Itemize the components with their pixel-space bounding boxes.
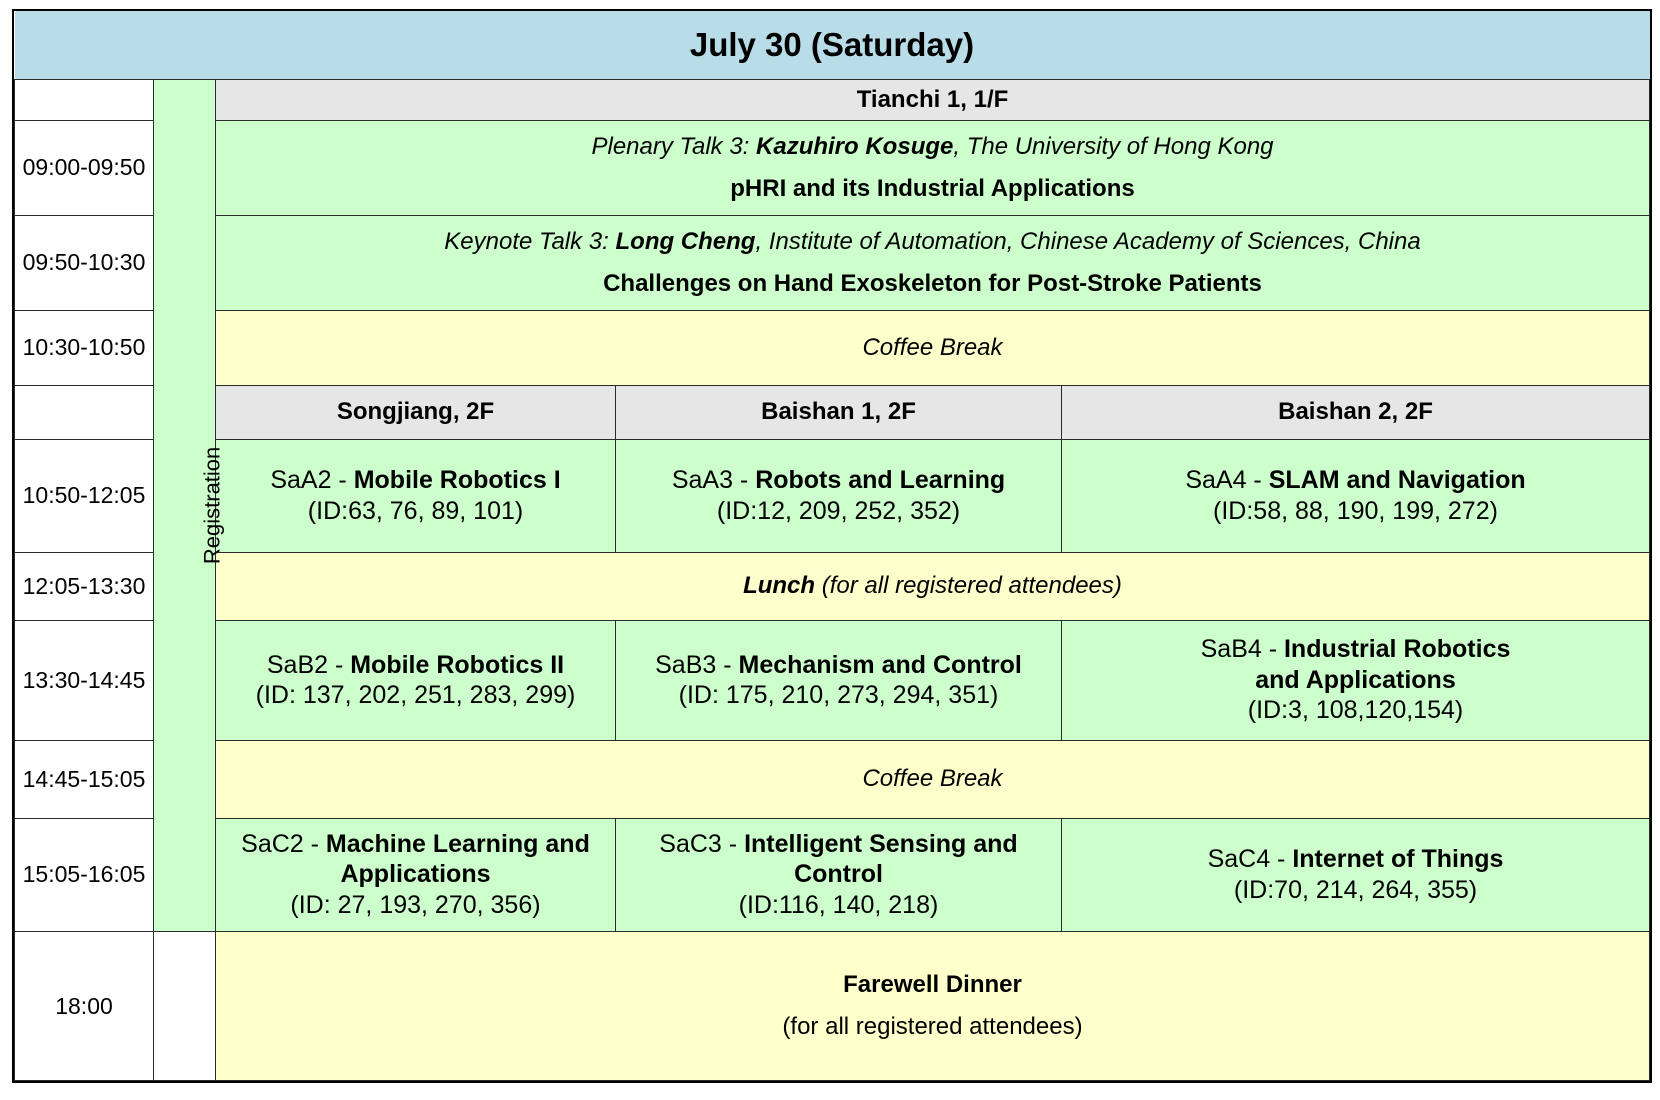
lunch-note: (for all registered attendees)	[815, 572, 1122, 600]
session-code: SaA3 -	[671, 466, 756, 494]
session-cell	[616, 439, 1062, 552]
row-coffee-2	[15, 740, 1650, 818]
session-ids: (ID:58, 88, 190, 199, 272)	[1213, 496, 1498, 525]
keynote-prefix: Keynote Talk 3:	[444, 228, 616, 256]
schedule-container	[12, 9, 1652, 1083]
session-code: SaA2 -	[270, 466, 354, 494]
keynote-talk-cell	[216, 215, 1650, 310]
coffee-break-cell: Coffee Break	[216, 740, 1650, 818]
session-name: Mechanism and Control	[738, 650, 1022, 679]
row-lunch	[15, 552, 1650, 620]
session-code: SaC4 -	[1207, 845, 1293, 873]
session-cell	[1062, 620, 1650, 740]
session-cell	[1062, 818, 1650, 931]
blank-cell	[154, 931, 216, 1081]
time-cell: 12:05-13:30	[15, 552, 154, 620]
row-plenary	[15, 120, 1650, 215]
session-cell	[216, 818, 616, 931]
session-name: Machine Learning and	[325, 829, 590, 858]
session-ids: (ID:116, 140, 218)	[738, 890, 939, 919]
keynote-title: Challenges on Hand Exoskeleton for Post-Stroke Patients	[603, 269, 1262, 297]
time-cell: 09:00-09:50	[15, 120, 154, 215]
room-tianchi: Tianchi 1, 1/F	[216, 79, 1650, 120]
schedule-table	[14, 11, 1650, 1081]
time-cell: 18:00	[15, 931, 154, 1081]
time-cell: 13:30-14:45	[15, 620, 154, 740]
room-baishan-2: Baishan 2, 2F	[1062, 385, 1650, 439]
row-sessions-a	[15, 439, 1650, 552]
dinner-label: Farewell Dinner	[843, 971, 1022, 999]
title-row	[15, 11, 1650, 79]
room-baishan-1: Baishan 1, 2F	[616, 385, 1062, 439]
coffee-break-cell: Coffee Break	[216, 310, 1650, 385]
dinner-note: (for all registered attendees)	[782, 1012, 1083, 1040]
session-code: SaB2 -	[266, 650, 351, 679]
blank-cell	[15, 79, 154, 120]
row-coffee-1	[15, 310, 1650, 385]
room-row-top	[15, 79, 1650, 120]
time-cell: 10:50-12:05	[15, 439, 154, 552]
session-name: Mobile Robotics II	[350, 650, 565, 679]
plenary-talk-cell	[216, 120, 1650, 215]
session-code: SaB3 -	[655, 650, 739, 679]
session-ids: (ID:63, 76, 89, 101)	[307, 496, 524, 525]
session-cell	[616, 818, 1062, 931]
session-code: SaA4 -	[1185, 466, 1269, 494]
time-cell: 14:45-15:05	[15, 740, 154, 818]
plenary-affiliation: , The University of Hong Kong	[953, 133, 1274, 161]
session-ids: (ID: 137, 202, 251, 283, 299)	[255, 681, 576, 709]
session-name: Internet of Things	[1292, 845, 1504, 873]
session-ids: (ID: 27, 193, 270, 356)	[290, 890, 541, 919]
session-name: Industrial Robotics	[1283, 635, 1511, 664]
lunch-label: Lunch	[743, 572, 816, 600]
lunch-cell	[216, 552, 1650, 620]
row-sessions-b	[15, 620, 1650, 740]
session-code: SaC2 -	[241, 829, 326, 858]
keynote-affiliation: , Institute of Automation, Chinese Academy of Sciences, China	[755, 228, 1421, 256]
blank-cell	[15, 385, 154, 439]
row-keynote	[15, 215, 1650, 310]
time-cell: 09:50-10:30	[15, 215, 154, 310]
session-ids: (ID: 175, 210, 273, 294, 351)	[678, 681, 999, 709]
session-ids: (ID:3, 108,120,154)	[1247, 696, 1464, 725]
plenary-speaker: Kazuhiro Kosuge	[756, 133, 954, 161]
session-ids: (ID:12, 209, 252, 352)	[716, 496, 961, 525]
session-name-line-2: and Applications	[1255, 665, 1456, 694]
registration-column	[154, 79, 225, 931]
session-name: Mobile Robotics I	[353, 466, 561, 494]
session-cell	[1062, 439, 1650, 552]
room-row	[15, 385, 1650, 439]
session-name: Robots and Learning	[755, 466, 1006, 494]
session-name: SLAM and Navigation	[1268, 466, 1526, 494]
dinner-cell	[216, 931, 1650, 1081]
plenary-title: pHRI and its Industrial Applications	[730, 174, 1135, 202]
session-cell	[216, 620, 616, 740]
time-cell: 10:30-10:50	[15, 310, 154, 385]
time-cell: 15:05-16:05	[15, 818, 154, 931]
session-name-line-2: Applications	[340, 860, 491, 889]
session-cell	[216, 439, 616, 552]
session-code: SaB4 -	[1200, 635, 1284, 664]
row-dinner	[15, 931, 1650, 1081]
keynote-speaker: Long Cheng	[615, 228, 756, 256]
session-cell	[616, 620, 1062, 740]
plenary-prefix: Plenary Talk 3:	[591, 133, 757, 161]
session-code: SaC3 -	[659, 829, 745, 858]
row-sessions-c	[15, 818, 1650, 931]
session-name: Intelligent Sensing and Control	[744, 829, 1018, 889]
page-title: July 30 (Saturday)	[15, 11, 1650, 79]
room-songjiang: Songjiang, 2F	[216, 385, 616, 439]
registration-label: Registration	[199, 447, 225, 565]
session-ids: (ID:70, 214, 264, 355)	[1233, 875, 1478, 904]
